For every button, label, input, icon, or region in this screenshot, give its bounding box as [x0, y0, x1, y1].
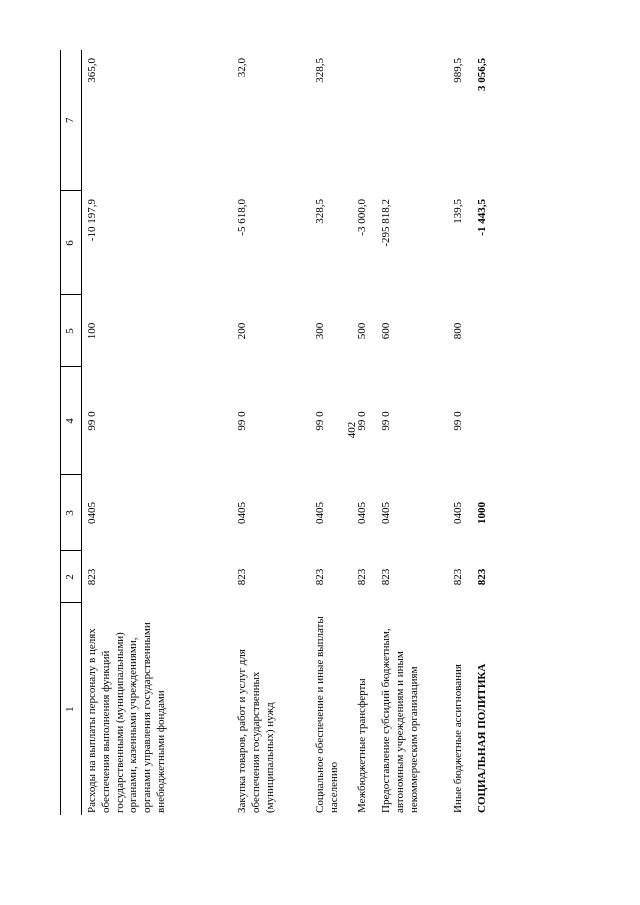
page-number: 402: [346, 421, 358, 439]
row-expense-type: 600: [380, 322, 392, 340]
table-row: [352, 50, 376, 815]
budget-table-sheet: [60, 50, 550, 815]
row-target-code: 99 0: [380, 411, 392, 431]
row-amount-2: [352, 50, 376, 191]
header-row: [61, 50, 82, 815]
row-expense-type: 500: [356, 322, 368, 340]
row-amount-1: 328,5: [314, 199, 326, 224]
header-col-5: 5: [61, 295, 82, 367]
table-row: [82, 50, 233, 815]
row-section-code: 0405: [314, 502, 326, 524]
table-row: [310, 50, 352, 815]
row-amount-1: -3 000,0: [356, 199, 368, 236]
row-section-code: 0405: [236, 502, 248, 524]
row-ministry-code: 823: [314, 568, 326, 586]
row-amount-1: 139,5: [452, 199, 464, 224]
row-target-code: [472, 367, 496, 475]
row-expense-type: 800: [452, 322, 464, 340]
row-ministry-code: 823: [380, 568, 392, 586]
row-section-code: 0405: [380, 502, 392, 524]
row-amount-1: -295 818,2: [380, 199, 392, 247]
row-amount-2: 365,0: [86, 58, 98, 83]
row-amount-2: 328,5: [314, 58, 326, 83]
row-amount-2: 32,0: [236, 58, 248, 78]
row-ministry-code: 823: [356, 568, 368, 586]
row-amount-2: [376, 50, 448, 191]
header-col-4: 4: [61, 367, 82, 475]
row-amount-1: -10 197,9: [86, 199, 98, 242]
row-ministry-code: 823: [236, 568, 248, 586]
row-section-code: 0405: [356, 502, 368, 524]
row-target-code: 99 0: [356, 411, 368, 431]
row-target-code: 99 0: [452, 411, 464, 431]
row-amount-1: -1 443,5: [476, 199, 488, 236]
table-row: [376, 50, 448, 815]
row-ministry-code: 823: [86, 568, 98, 586]
table-row: [448, 50, 472, 815]
row-name: Предоставление субсидий бюджетным, автономным учреждениям и иным некоммерческим организациям: [380, 628, 420, 813]
row-name: Расходы на выплаты персоналу в целях обеспечения выполнения функций государственными (муниципальными) органами, казенными учреждениями, органами управления государственными внебюджетными фондами: [86, 622, 167, 813]
row-ministry-code: 823: [476, 568, 488, 586]
row-section-code: 1000: [476, 502, 488, 524]
row-amount-1: -5 618,0: [236, 199, 248, 236]
row-section-code: 0405: [86, 502, 98, 524]
row-expense-type: 200: [236, 322, 248, 340]
row-expense-type: 100: [86, 322, 98, 340]
row-amount-2: 3 056,5: [476, 58, 488, 91]
row-ministry-code: 823: [452, 568, 464, 586]
row-name: Межбюджетные трансферты: [356, 678, 368, 813]
row-section-code: 0405: [452, 502, 464, 524]
row-target-code: 99 0: [314, 411, 326, 431]
table-row: [232, 50, 310, 815]
row-name: Иные бюджетные ассигнования: [452, 664, 464, 813]
row-name: Закупка товаров, работ и услуг для обеспечения государственных (муниципальных) нужд: [236, 649, 276, 813]
row-amount-2: 989,5: [452, 58, 464, 83]
header-col-2: 2: [61, 551, 82, 603]
row-target-code: 99 0: [86, 411, 98, 431]
row-target-code: 99 0: [236, 411, 248, 431]
row-name: СОЦИАЛЬНАЯ ПОЛИТИКА: [476, 663, 488, 813]
header-col-7: 7: [61, 50, 82, 191]
row-expense-type: [472, 295, 496, 367]
budget-table: [60, 50, 496, 815]
header-col-1: 1: [61, 603, 82, 815]
header-col-3: 3: [61, 475, 82, 551]
row-expense-type: 300: [314, 322, 326, 340]
row-name: Социальное обеспечение и иные выплаты населению: [314, 616, 340, 813]
table-row-total: [472, 50, 496, 815]
header-col-6: 6: [61, 191, 82, 295]
